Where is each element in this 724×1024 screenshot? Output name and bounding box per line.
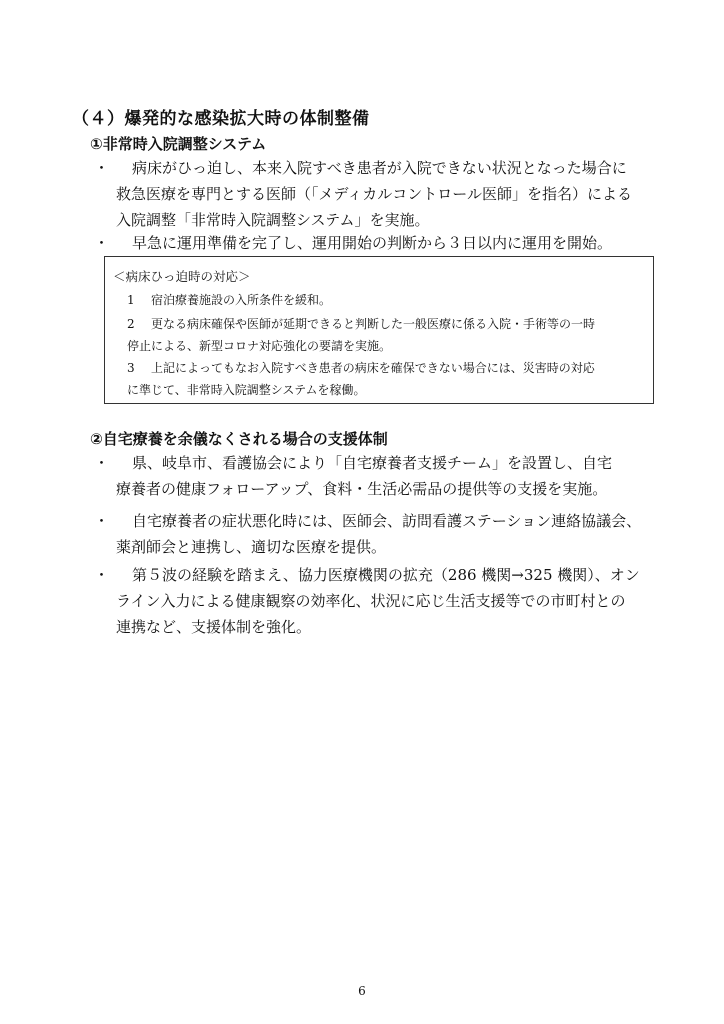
page-number: 6 <box>358 984 366 998</box>
box-item-text: 更なる病床確保や医師が延期できると判断した一般医療に係る入院・手術等の一時 停止による、新型コロナ対応強化の要請を実施。 <box>127 317 596 353</box>
bullet-dot: ・ <box>94 566 110 584</box>
box-item-number: 3 <box>127 361 135 375</box>
bed-shortage-response-box <box>104 256 654 404</box>
bullet-text: 自宅療養者の症状悪化時には、医師会、訪問看護ステーション連絡協議会、 薬剤師会と連携し、適切な医療を提供。 <box>116 512 642 556</box>
bullet-text: 病床がひっ迫し、本来入院すべき患者が入院できない状況となった場合に 救急医療を専門とする医師（「メディカルコントロール医師」を指名）による 入院調整「非常時入院調整システム」を実施。 <box>116 159 633 229</box>
bullet-item <box>94 562 660 640</box>
bullet-item <box>94 155 660 233</box>
section-heading: （４）爆発的な感染拡大時の体制整備 <box>72 109 370 129</box>
bullet-dot: ・ <box>94 512 110 530</box>
box-item-text: 上記によってもなお入院すべき患者の病床を確保できない場合には、災害時の対応 に準じて、非常時入院調整システムを稼働。 <box>127 361 595 397</box>
bullet-dot: ・ <box>94 454 110 472</box>
box-list-item <box>127 313 647 357</box>
box-title: ＜病床ひっ迫時の対応＞ <box>113 269 251 284</box>
bullet-text: 早急に運用準備を完了し、運用開始の判断から３日以内に運用を開始。 <box>132 234 613 252</box>
bullet-item <box>94 508 660 560</box>
box-item-number: 1 <box>127 293 135 307</box>
box-list-item <box>127 289 647 311</box>
bullet-item <box>94 230 660 256</box>
bullet-text: 県、岐阜市、看護協会により「自宅療養者支援チーム」を設置し、自宅 療養者の健康フォローアップ、食料・生活必需品の提供等の支援を実施。 <box>116 454 613 498</box>
box-item-number: 2 <box>127 317 135 331</box>
bullet-item <box>94 450 660 502</box>
subsection-title-emergency-admission: ①非常時入院調整システム <box>90 135 267 153</box>
box-list-item <box>127 357 647 401</box>
bullet-dot: ・ <box>94 234 110 252</box>
bullet-text: 第５波の経験を踏まえ、協力医療機関の拡充（286 機関→325 機関）、オン ライン入力による健康観察の効率化、状況に応じ生活支援等での市町村との 連携など、支援体制を強化。 <box>116 566 640 636</box>
box-item-text: 宿泊療養施設の入所条件を緩和。 <box>151 293 332 307</box>
subsection-title-home-care-support: ②自宅療養を余儀なくされる場合の支援体制 <box>90 430 388 448</box>
bullet-dot: ・ <box>94 159 110 177</box>
